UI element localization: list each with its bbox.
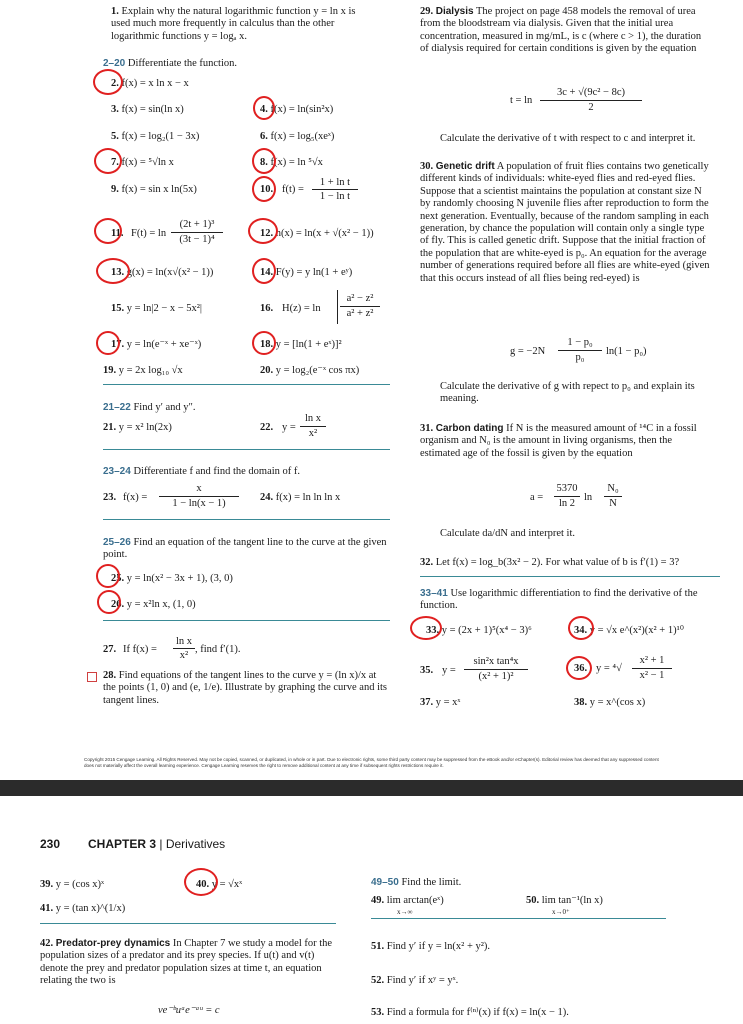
- textbook-page-bottom: [0, 796, 743, 1024]
- fraction-denominator: x² − 1: [639, 670, 665, 681]
- exercise-number: 17.: [111, 339, 125, 350]
- exercise-number: 25.: [111, 573, 125, 584]
- chapter-label: CHAPTER 3: [88, 837, 157, 851]
- page-separator-band: [0, 780, 743, 796]
- section-divider: [103, 449, 390, 450]
- exercise-6: [260, 130, 334, 143]
- expression-lhs: If f(x) =: [123, 644, 157, 655]
- exercise-expression: h(x) = ln(x + √(x² − 1)): [275, 228, 374, 239]
- equation-lhs: g = −2N: [510, 346, 546, 357]
- exercise-number: 40.: [196, 879, 210, 890]
- exercise-expression: y = (2x + 1)⁵(x⁴ − 3)⁶: [441, 625, 532, 636]
- exercise-number: 23.: [103, 492, 117, 503]
- chapter-heading: CHAPTER 3 | Derivatives: [88, 837, 226, 851]
- exercise-17: [111, 338, 201, 351]
- fraction-numerator: a² − z²: [346, 293, 374, 304]
- exercise-41: [40, 902, 125, 915]
- exercise-32: [420, 556, 679, 569]
- exercise-expression: y = √xˣ: [211, 879, 243, 890]
- exercise-number: 20.: [260, 365, 274, 376]
- red-circle-annotation: [566, 656, 592, 680]
- exercise-number: 51.: [371, 941, 385, 952]
- fraction-numerator: 5370: [556, 483, 578, 494]
- exercise-number: 5.: [111, 131, 119, 142]
- equation-predator-prey: ve⁻ᵇuᵃe⁻ᵃᵘ = c: [158, 1005, 220, 1016]
- exercise-expression: g(x) = ln(x√(x² − 1)): [126, 267, 214, 278]
- fraction-denominator: x²: [308, 428, 318, 439]
- exercise-38: [574, 696, 645, 709]
- page-number: 230: [40, 837, 61, 851]
- copyright-notice: Copyright 2015 Cengage Learning. All Rights Reserved. May not be copied, scanned, or duplicated, in whole or in part. Due to electronic rights, some third party content may be suppressed from the eBook and/or eChapter(s). Editorial review has deemed that any suppressed content does not materially affect the overall learning experience. Cengage Learning reserves the right to remove additional content at any time if subsequent rights restrictions require it.: [84, 757, 659, 768]
- exercise-expression: lim arctan(eˣ): [386, 895, 444, 906]
- exercise-number: 52.: [371, 975, 385, 986]
- fraction-numerator: x: [196, 483, 202, 494]
- equation-lhs: t = ln: [510, 95, 533, 106]
- exercise-number: 21.: [103, 422, 117, 433]
- expression-lhs: y =: [282, 422, 296, 433]
- exercise-19: [103, 364, 183, 377]
- exercise-number: 11.: [111, 228, 124, 239]
- red-circle-annotation: [248, 218, 278, 244]
- exercise-number: 41.: [40, 903, 54, 914]
- section-instruction: Find the limit.: [401, 877, 462, 888]
- exercise-number: 50.: [526, 895, 540, 906]
- exercise-title: Predator-prey dynamics: [55, 938, 171, 949]
- exercise-text: Find y′ if y = ln(x² + y²).: [386, 941, 491, 952]
- limit-subscript: x→∞: [397, 908, 413, 916]
- fraction-denominator: x²: [179, 650, 189, 661]
- exercise-number: 1.: [111, 6, 119, 17]
- red-circle-annotation: [410, 616, 442, 640]
- section-instruction: Differentiate the function.: [127, 58, 238, 69]
- exercise-21: [103, 421, 172, 434]
- exercise-number: 27.: [103, 644, 117, 655]
- exercise-number: 18.: [260, 339, 274, 350]
- exercise-expression: lim tan⁻¹(ln x): [541, 895, 603, 906]
- equation-ln: ln: [584, 492, 593, 503]
- exercise-number: 4.: [260, 104, 268, 115]
- fraction-numerator: x² + 1: [639, 655, 665, 666]
- red-circle-annotation: [96, 258, 130, 284]
- exercise-number: 7.: [111, 157, 119, 168]
- exercise-expression: f(x) = x ln x − x: [121, 78, 189, 89]
- exercise-number: 3.: [111, 104, 119, 115]
- exercise-number: 35.: [420, 665, 434, 676]
- exercise-28: [103, 670, 388, 707]
- exercise-number: 16.: [260, 303, 274, 314]
- section-header-25-26: [103, 537, 388, 562]
- fraction-numerator: N₀: [607, 483, 619, 494]
- exercise-text: Find a formula for f⁽ⁿ⁾(x) if f(x) = ln(x − 1).: [386, 1007, 569, 1018]
- exercise-53: [371, 1006, 569, 1019]
- exercise-24: [260, 491, 340, 504]
- exercise-expression: f(x) = ln ln ln x: [275, 492, 341, 503]
- exercise-number: 36.: [574, 663, 588, 674]
- exercise-expression: y = ln(e⁻ˣ + xe⁻ˣ): [126, 339, 202, 350]
- exercise-expression: y = (tan x)^(1/x): [55, 903, 126, 914]
- exercise-number: 15.: [111, 303, 125, 314]
- expression-rhs: , find f′(1).: [195, 644, 241, 655]
- section-instruction: Use logarithmic differentiation to find the derivative of the function.: [420, 588, 698, 612]
- equation-rhs: ln(1 − p₀): [606, 346, 647, 357]
- exercise-number: 13.: [111, 267, 125, 278]
- exercise-number: 33.: [426, 625, 440, 636]
- exercise-text: If N is the measured amount of ¹⁴C in a fossil organism and N₀ is the amount in living organisms, then the estimated age of the fossil is given by the equation: [420, 423, 697, 459]
- fraction-denominator: a² + z²: [346, 308, 374, 319]
- section-header-23-24: [103, 465, 300, 478]
- exercise-expression: y = [ln(1 + eˣ)]²: [275, 339, 342, 350]
- exercise-expression: f(x) = ln(sin²x): [270, 104, 334, 115]
- exercise-text: Explain why the natural logarithmic function y = ln x is used much more frequently in calculus than the other logarithmic functions y = logₐ x.: [111, 6, 356, 42]
- red-circle-annotation: [252, 176, 276, 202]
- exercise-26: [111, 598, 196, 611]
- exercise-expression: f(x) = ln ⁵√x: [270, 157, 323, 168]
- exercise-9: [111, 183, 197, 196]
- exercise-number: 10.: [260, 184, 274, 195]
- exercise-number: 24.: [260, 492, 274, 503]
- section-divider: [371, 918, 666, 919]
- fraction-numerator: sin²x tan⁴x: [473, 656, 519, 667]
- section-range: 21–22: [103, 402, 131, 413]
- red-circle-annotation: [93, 69, 123, 95]
- exercise-number: 53.: [371, 1007, 385, 1018]
- exercise-number: 39.: [40, 879, 54, 890]
- section-divider: [40, 923, 336, 924]
- exercise-25: [111, 572, 233, 585]
- exercise-expression: y = log₂(e⁻ˣ cos πx): [275, 365, 360, 376]
- exercise-number: 26.: [111, 599, 125, 610]
- exercise-31: [420, 423, 712, 460]
- fraction-numerator: 1 − p₀: [567, 337, 593, 348]
- fraction-denominator: (3t − 1)⁴: [179, 234, 215, 245]
- exercise-29-question: Calculate the derivative of t with respect to c and interpret it.: [440, 133, 696, 144]
- section-divider: [103, 620, 390, 621]
- exercise-number: 6.: [260, 131, 268, 142]
- exercise-expression: y = xˣ: [435, 697, 461, 708]
- exercise-title: Carbon dating: [435, 423, 504, 434]
- red-circle-annotation: [96, 331, 120, 355]
- graphing-device-icon: [87, 672, 97, 682]
- exercise-text: The project on page 458 models the removal of urea from the bloodstream via dialysis. Given that the initial urea concentration, measured in mg/mL, is c (where c > 1), the duration of dialysis required for certain conditions is given by the equation: [420, 6, 702, 55]
- exercise-1: [111, 6, 371, 43]
- exercise-expression: y = √x e^(x²)(x² + 1)¹⁰: [589, 625, 684, 636]
- exercise-number: 38.: [574, 697, 588, 708]
- exercise-50: [526, 894, 603, 916]
- expression-lhs: f(t) =: [282, 184, 304, 195]
- exercise-expression: y = x²ln x, (1, 0): [126, 599, 196, 610]
- section-range: 49–50: [371, 877, 399, 888]
- red-circle-annotation: [568, 616, 594, 640]
- fraction-denominator: ln 2: [558, 498, 576, 509]
- equation-lhs: a =: [530, 492, 544, 503]
- section-header-33-41: [420, 588, 720, 613]
- exercise-expression: f(x) = sin(ln x): [121, 104, 184, 115]
- fraction-denominator: p₀: [575, 352, 585, 363]
- exercise-3: [111, 103, 184, 116]
- exercise-title: Dialysis: [435, 6, 474, 17]
- section-instruction: Find y′ and y″.: [133, 402, 196, 413]
- fraction-denominator: 2: [588, 102, 594, 113]
- exercise-expression: y = 2x log₁₀ √x: [118, 365, 183, 376]
- exercise-number: 12.: [260, 228, 274, 239]
- red-circle-annotation: [97, 590, 121, 614]
- red-circle-annotation: [96, 564, 120, 588]
- exercise-number: 8.: [260, 157, 268, 168]
- exercise-49: [371, 894, 444, 916]
- expression-lhs: f(x) =: [123, 492, 148, 503]
- red-circle-annotation: [253, 96, 275, 120]
- exercise-number: 14.: [260, 267, 274, 278]
- fraction-denominator: 1 − ln t: [319, 191, 351, 202]
- exercise-expression: f(x) = sin x ln(5x): [121, 184, 197, 195]
- section-instruction: Find an equation of the tangent line to the curve at the given point.: [103, 537, 387, 561]
- section-range: 25–26: [103, 537, 131, 548]
- exercise-number: 28.: [103, 670, 117, 681]
- equation-dialysis: [510, 84, 660, 116]
- red-circle-annotation: [252, 258, 276, 284]
- red-circle-annotation: [94, 148, 122, 174]
- radical-sign: [328, 290, 338, 324]
- section-header-49-50: [371, 876, 461, 889]
- fraction-numerator: 1 + ln t: [319, 177, 351, 188]
- section-range: 23–24: [103, 466, 131, 477]
- exercise-expression: y = x² ln(2x): [118, 422, 172, 433]
- exercise-5: [111, 130, 199, 143]
- exercise-52: [371, 974, 458, 987]
- exercise-39: [40, 878, 104, 891]
- exercise-31-question: Calculate da/dN and interpret it.: [440, 528, 575, 539]
- exercise-number: 32.: [420, 557, 434, 568]
- fraction-denominator: N: [609, 498, 617, 509]
- exercise-20: [260, 364, 359, 377]
- exercise-number: 49.: [371, 895, 385, 906]
- red-circle-annotation: [252, 331, 276, 355]
- exercise-number: 2.: [111, 78, 119, 89]
- expression-lhs: y =: [442, 665, 456, 676]
- red-circle-annotation: [94, 218, 122, 244]
- exercise-51: [371, 940, 490, 953]
- exercise-text: Find equations of the tangent lines to the curve y = (ln x)/x at the points (1, 0) and (e, 1/e). Illustrate by graphing the curve and its tangent lines.: [103, 670, 388, 706]
- exercise-expression: f(x) = ⁵√ln x: [121, 157, 174, 168]
- exercise-number: 9.: [111, 184, 119, 195]
- section-divider: [420, 576, 720, 577]
- exercise-number: 42.: [40, 938, 54, 949]
- expression-lhs: F(t) = ln: [131, 228, 167, 239]
- fraction-denominator: 1 − ln(x − 1): [172, 498, 226, 509]
- exercise-expression: f(x) = log₅(xeˣ): [270, 131, 335, 142]
- exercise-expression: y = (cos x)ˣ: [55, 879, 105, 890]
- exercise-expression: y = ln(x² − 3x + 1), (3, 0): [126, 573, 233, 584]
- exercise-title: Genetic drift: [435, 161, 495, 172]
- equation-genetic-drift: [510, 336, 690, 366]
- fraction-numerator: (2t + 1)³: [179, 219, 215, 230]
- exercise-number: 29.: [420, 6, 434, 17]
- exercise-text: A population of fruit flies contains two genetically different kinds of individuals: white-eyed flies and red-eyed flies. Suppose that a scientist maintains the population at constant size N by randomly choosing N juvenile flies after reproduction to form the next generation. Eventually, because of the random sampling in each generation, by chance the population will contain only a single type of fly. This is called genetic drift. Suppose that the initial fraction of the population that are white-eyed is p₀. An equation for the average number of generations required before all flies are white-eyed (given that this occurs instead of all flies being red-eyed) is: [420, 161, 710, 284]
- exercise-number: 30.: [420, 161, 434, 172]
- fraction-numerator: ln x: [304, 413, 322, 424]
- exercise-29: [420, 6, 710, 56]
- section-header-2-20: [103, 57, 237, 70]
- section-divider: [103, 384, 390, 385]
- section-range: 2–20: [103, 58, 126, 69]
- section-header-21-22: [103, 401, 196, 414]
- expression-lhs: y = ⁴√: [596, 663, 622, 674]
- exercise-text: Find y′ if xʸ = yˣ.: [386, 975, 459, 986]
- red-circle-annotation: [252, 148, 276, 174]
- exercise-number: 34.: [574, 625, 588, 636]
- expression-lhs: H(z) = ln: [282, 303, 321, 314]
- exercise-number: 37.: [420, 697, 434, 708]
- section-range: 33–41: [420, 588, 448, 599]
- exercise-expression: y = ln|2 − x − 5x²|: [126, 303, 203, 314]
- exercise-15: [111, 302, 202, 315]
- exercise-30: [420, 161, 712, 285]
- exercise-30-question: Calculate the derivative of g with repect to p₀ and explain its meaning.: [440, 381, 695, 405]
- fraction-numerator: 3c + √(9c² − 8c): [557, 87, 625, 98]
- exercise-number: 22.: [260, 422, 274, 433]
- fraction-denominator: (x² + 1)²: [478, 671, 514, 682]
- section-divider: [103, 519, 390, 520]
- exercise-42: [40, 938, 336, 988]
- exercise-text: In Chapter 7 we study a model for the population sizes of a predator and its prey species. If u(t) and v(t) denote the prey and predator population sizes at time t, an equation relating the two is: [40, 938, 333, 987]
- exercise-text: Let f(x) = log_b(3x² − 2). For what value of b is f′(1) = 3?: [435, 557, 680, 568]
- exercise-expression: y = x^(cos x): [589, 697, 646, 708]
- exercise-expression: F(y) = y ln(1 + eʸ): [275, 267, 353, 278]
- section-instruction: Differentiate f and find the domain of f.: [133, 466, 301, 477]
- chapter-title: Derivatives: [165, 837, 226, 851]
- fraction-numerator: ln x: [175, 636, 193, 647]
- exercise-number: 19.: [103, 365, 117, 376]
- limit-subscript: x→0⁺: [552, 908, 570, 916]
- exercise-expression: f(x) = log₂(1 − 3x): [121, 131, 200, 142]
- equation-carbon-dating: [530, 482, 670, 514]
- exercise-number: 31.: [420, 423, 434, 434]
- red-circle-annotation: [184, 868, 218, 896]
- exercise-37: [420, 696, 460, 709]
